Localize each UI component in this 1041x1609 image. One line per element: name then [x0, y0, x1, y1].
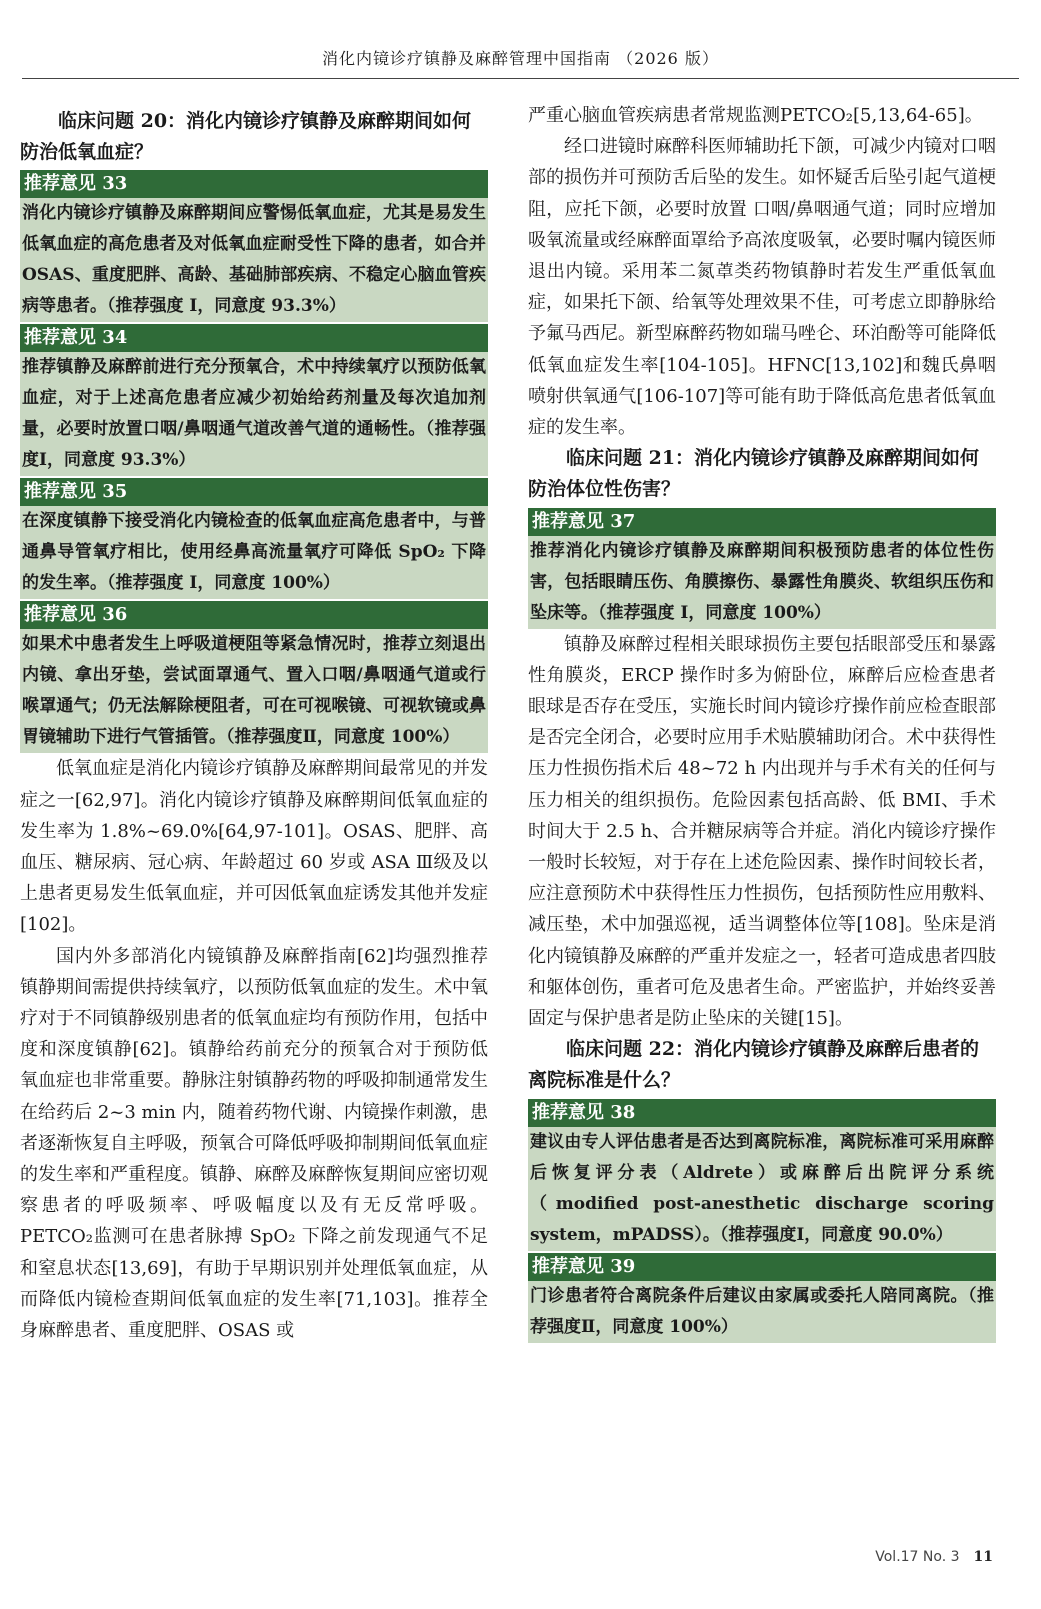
left-column	[20, 100, 488, 1346]
question-21-title: 临床问题 21：消化内镜诊疗镇静及麻醉期间如何防治体位性伤害？	[528, 447, 980, 501]
recommendation-37-body: 推荐消化内镜诊疗镇静及麻醉期间积极预防患者的体位性伤害，包括眼睛压伤、角膜擦伤、暴露性角膜炎、软组织压伤和坠床等。（推荐强度 Ⅰ，同意度 100%）	[528, 536, 996, 629]
body-paragraph-hypoxemia-incidence: 低氧血症是消化内镜诊疗镇静及麻醉期间最常见的并发症之一[62,97]。消化内镜诊疗镇静及麻醉期间低氧血症的发生率为 1.8%~69.0%[64,97-101]。OSAS、肥胖、高血压、糖尿病、冠心病、年龄超过 60 岁或 ASA Ⅲ级及以上患者更易发生低氧血症，并可因低氧血症诱发其他并发症[102]。	[20, 758, 488, 936]
recommendation-33-heading: 推荐意见 33	[20, 170, 488, 198]
running-title: 消化内镜诊疗镇静及麻醉管理中国指南 （2026 版）	[22, 40, 1019, 79]
recommendation-33-body: 消化内镜诊疗镇静及麻醉期间应警惕低氧血症，尤其是易发生低氧血症的高危患者及对低氧血症耐受性下降的患者，如合并 OSAS、重度肥胖、高龄、基础肺部疾病、不稳定心脑血管疾病等患者。（推荐强度 Ⅰ，同意度 93.3%）	[20, 198, 488, 322]
recommendation-35-heading: 推荐意见 35	[20, 478, 488, 506]
recommendation-36-heading: 推荐意见 36	[20, 601, 488, 629]
body-paragraph-airway-management: 经口进镜时麻醉科医师辅助托下颌，可减少内镜对口咽部的损伤并可预防舌后坠的发生。如怀疑舌后坠引起气道梗阻，应托下颌，必要时放置 口咽/鼻咽通气道；同时应增加吸氧流量或经麻醉面罩给予高浓度吸氧，必要时嘱内镜医师退出内镜。采用苯二氮䓬类药物镇静时若发生严重低氧血症，如果托下颌、给氧等处理效果不佳，可考虑立即静脉给予氟马西尼。新型麻醉药物如瑞马唑仑、环泊酚等可能降低低氧血症发生率[104-105]。HFNC[13,102]和魏氏鼻咽喷射供氧通气[106-107]等可能有助于降低高危患者低氧血症的发生率。	[528, 136, 996, 439]
body-paragraph-petco2-monitoring: 严重心脑血管疾病患者常规监测PETCO₂[5,13,64-65]。	[528, 105, 983, 126]
body-paragraph-positional-injury: 镇静及麻醉过程相关眼球损伤主要包括眼部受压和暴露性角膜炎，ERCP 操作时多为俯卧位，麻醉后应检查患者眼球是否存在受压，实施长时间内镜诊疗操作前应检查眼部是否完全闭合，必要时应用手术贴膜辅助闭合。术中获得性压力性损伤指术后 48~72 h 内出现并与手术有关的任何与压力相关的组织损伤。危险因素包括高龄、低 BMI、手术时间大于 2.5 h、合并糖尿病等合并症。消化内镜诊疗操作一般时长较短，对于存在上述危险因素、操作时间较长者，应注意预防术中获得性压力性损伤，包括预防性应用敷料、减压垫，术中加强巡视，适当调整体位等[108]。坠床是消化内镜镇静及麻醉的严重并发症之一，轻者可造成患者四肢和躯体创伤，重者可危及患者生命。严密监护，并始终妥善固定与保护患者是防止坠床的关键[15]。	[528, 633, 996, 1030]
volume-issue: Vol.17 No. 3	[875, 1549, 960, 1565]
recommendation-38-body: 建议由专人评估患者是否达到离院标准，离院标准可采用麻醉后恢复评分表（Aldrete）或麻醉后出院评分系统（modified post-anesthetic discharge scoring system，mPADSS）。（推荐强度Ⅰ，同意度 90.0%）	[528, 1127, 996, 1251]
question-20-title: 临床问题 20：消化内镜诊疗镇静及麻醉期间如何防治低氧血症？	[20, 110, 472, 164]
page-number: 11	[973, 1549, 993, 1565]
recommendation-36-body: 如果术中患者发生上呼吸道梗阻等紧急情况时，推荐立刻退出内镜、拿出牙垫，尝试面罩通气、置入口咽/鼻咽通气道或行喉罩通气；仍无法解除梗阻者，可在可视喉镜、可视软镜或鼻胃镜辅助下进行气管插管。（推荐强度Ⅱ，同意度 100%）	[20, 629, 488, 753]
page-footer	[875, 1549, 993, 1565]
question-22-title: 临床问题 22：消化内镜诊疗镇静及麻醉后患者的离院标准是什么？	[528, 1038, 980, 1092]
recommendation-37-heading: 推荐意见 37	[528, 508, 996, 536]
recommendation-35-body: 在深度镇静下接受消化内镜检查的低氧血症高危患者中，与普通鼻导管氧疗相比，使用经鼻高流量氧疗可降低 SpO₂ 下降的发生率。（推荐强度 Ⅰ，同意度 100%）	[20, 506, 488, 599]
recommendation-34-heading: 推荐意见 34	[20, 324, 488, 352]
recommendation-38-heading: 推荐意见 38	[528, 1099, 996, 1127]
recommendation-34-body: 推荐镇静及麻醉前进行充分预氧合，术中持续氧疗以预防低氧血症，对于上述高危患者应减少初始给药剂量及每次追加剂量，必要时放置口咽/鼻咽通气道改善气道的通畅性。（推荐强度Ⅰ，同意度 93.3%）	[20, 352, 488, 476]
recommendation-39-body: 门诊患者符合离院条件后建议由家属或委托人陪同离院。（推荐强度Ⅱ，同意度 100%）	[528, 1281, 996, 1343]
right-column	[528, 100, 996, 1343]
body-paragraph-oxygen-therapy: 国内外多部消化内镜镇静及麻醉指南[62]均强烈推荐镇静期间需提供持续氧疗，以预防低氧血症的发生。术中氧疗对于不同镇静级别患者的低氧血症均有预防作用，包括中度和深度镇静[62]。镇静给药前充分的预氧合对于预防低氧血症也非常重要。静脉注射镇静药物的呼吸抑制通常发生在给药后 2~3 min 内，随着药物代谢、内镜操作刺激，患者逐渐恢复自主呼吸，预氧合可降低呼吸抑制期间低氧血症的发生率和严重程度。镇静、麻醉及麻醉恢复期间应密切观察患者的呼吸频率、呼吸幅度以及有无反常呼吸。PETCO₂监测可在患者脉搏 SpO₂ 下降之前发现通气不足和窒息状态[13,69]，有助于早期识别并处理低氧血症，从而降低内镜检查期间低氧血症的发生率[71,103]。推荐全身麻醉患者、重度肥胖、OSAS 或	[20, 945, 488, 1342]
recommendation-39-heading: 推荐意见 39	[528, 1253, 996, 1281]
